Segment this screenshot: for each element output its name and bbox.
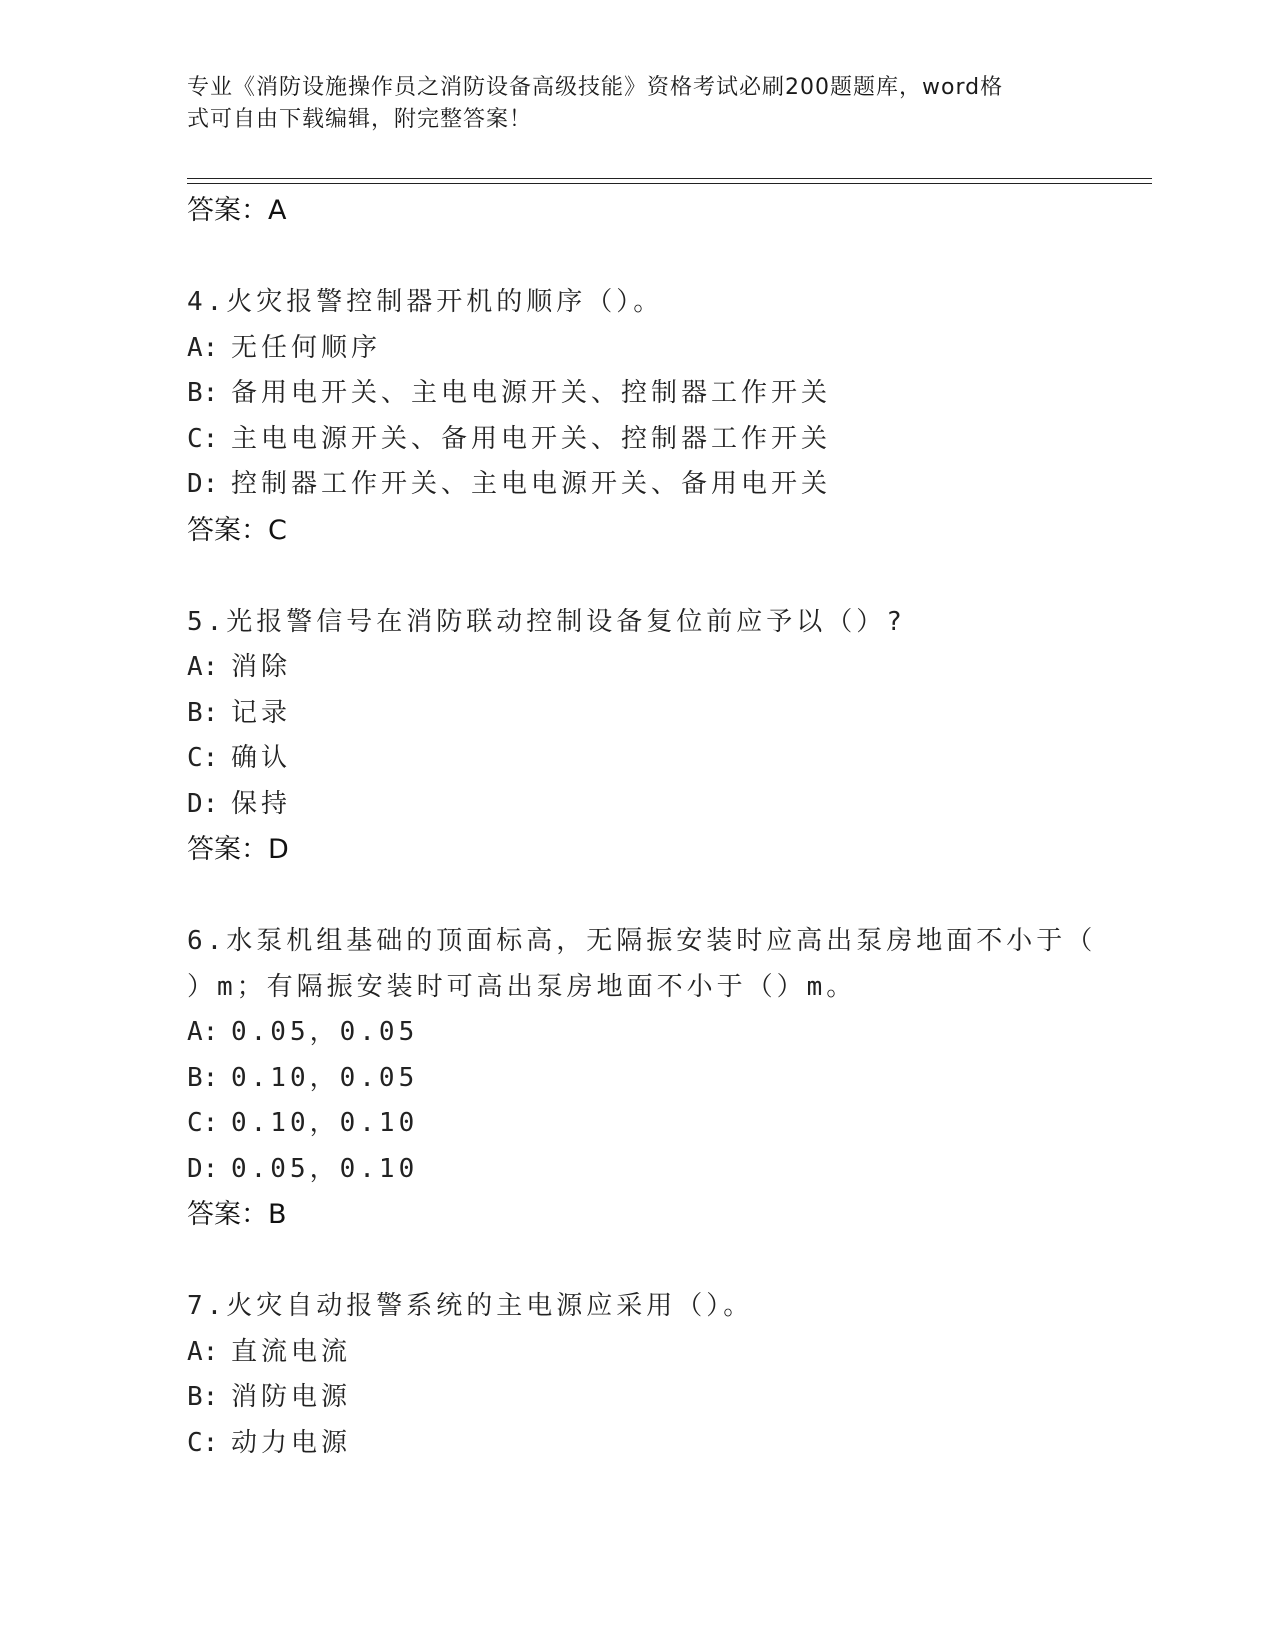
option-text: 备用电开关、主电电源开关、控制器工作开关 [231,378,832,408]
option-b [187,1056,1147,1102]
option-letter: B: [187,378,219,408]
option-letter: C: [187,743,219,773]
option-text: 主电电源开关、备用电开关、控制器工作开关 [231,423,832,454]
answer-line: 答案：C [187,514,287,546]
option-text: 消除 [231,652,292,682]
answer-line: 答案：D [187,834,289,865]
option-c [187,417,1147,463]
option-letter: B: [187,697,219,728]
option-d [187,462,1147,508]
option-text: 消防电源 [231,1382,352,1412]
document-body [187,188,1147,1466]
question-block [187,280,1147,553]
option-letter: D: [187,469,219,499]
option-letter: A: [187,332,219,363]
option-c [187,1101,1147,1147]
spacer [187,233,1147,280]
option-letter: C: [187,1427,219,1458]
option-text: 0.10，0.10 [231,1108,419,1138]
option-a [187,326,1147,372]
option-a [187,1330,1147,1376]
question-text: 4.火灾报警控制器开机的顺序（）。 [187,287,664,317]
option-a [187,1010,1147,1056]
question-text: 6.水泵机组基础的顶面标高，无隔振安装时应高出泵房地面不小于（ [187,926,1097,956]
option-d [187,1147,1147,1193]
option-text: 记录 [231,697,292,728]
spacer [187,553,1147,600]
question-text: 5.光报警信号在消防联动控制设备复位前应予以（）? [187,606,906,637]
document-header [187,72,1067,136]
option-d [187,782,1147,828]
option-c [187,1421,1147,1467]
option-letter: D: [187,1153,219,1184]
option-letter: C: [187,1108,219,1138]
option-text: 直流电流 [231,1336,352,1367]
answer-line: 答案：B [187,1199,287,1230]
question-text: 7.火灾自动报警系统的主电源应采用（）。 [187,1291,754,1321]
option-a [187,645,1147,691]
option-letter: A: [187,1017,219,1047]
question-block [187,1284,1147,1466]
spacer [187,872,1147,919]
question-block [187,919,1147,1237]
header-divider-top [187,178,1152,179]
option-text: 动力电源 [231,1427,352,1458]
option-letter: B: [187,1382,219,1412]
option-b [187,691,1147,737]
option-b [187,1375,1147,1421]
header-divider-bottom [187,183,1152,184]
question-block [187,600,1147,873]
option-text: 0.05，0.05 [231,1017,419,1047]
question-text-continued: ）m；有隔振安装时可高出泵房地面不小于（）m。 [187,971,857,1002]
option-letter: C: [187,423,219,454]
option-text: 无任何顺序 [231,332,382,363]
option-text: 保持 [231,788,292,819]
option-letter: A: [187,1336,219,1367]
option-text: 确认 [231,743,292,773]
header-line-1: 专业《消防设施操作员之消防设备高级技能》资格考试必刷200题题库，word格 [187,75,1004,100]
spacer [187,1237,1147,1284]
option-letter: D: [187,788,219,819]
option-letter: B: [187,1062,219,1093]
previous-answer: 答案：A [187,195,287,226]
option-text: 控制器工作开关、主电电源开关、备用电开关 [231,469,832,499]
header-line-2: 式可自由下载编辑，附完整答案！ [187,107,533,132]
option-text: 0.05，0.10 [231,1153,419,1184]
option-text: 0.10，0.05 [231,1062,419,1093]
option-b [187,371,1147,417]
option-c [187,736,1147,782]
option-letter: A: [187,652,219,682]
